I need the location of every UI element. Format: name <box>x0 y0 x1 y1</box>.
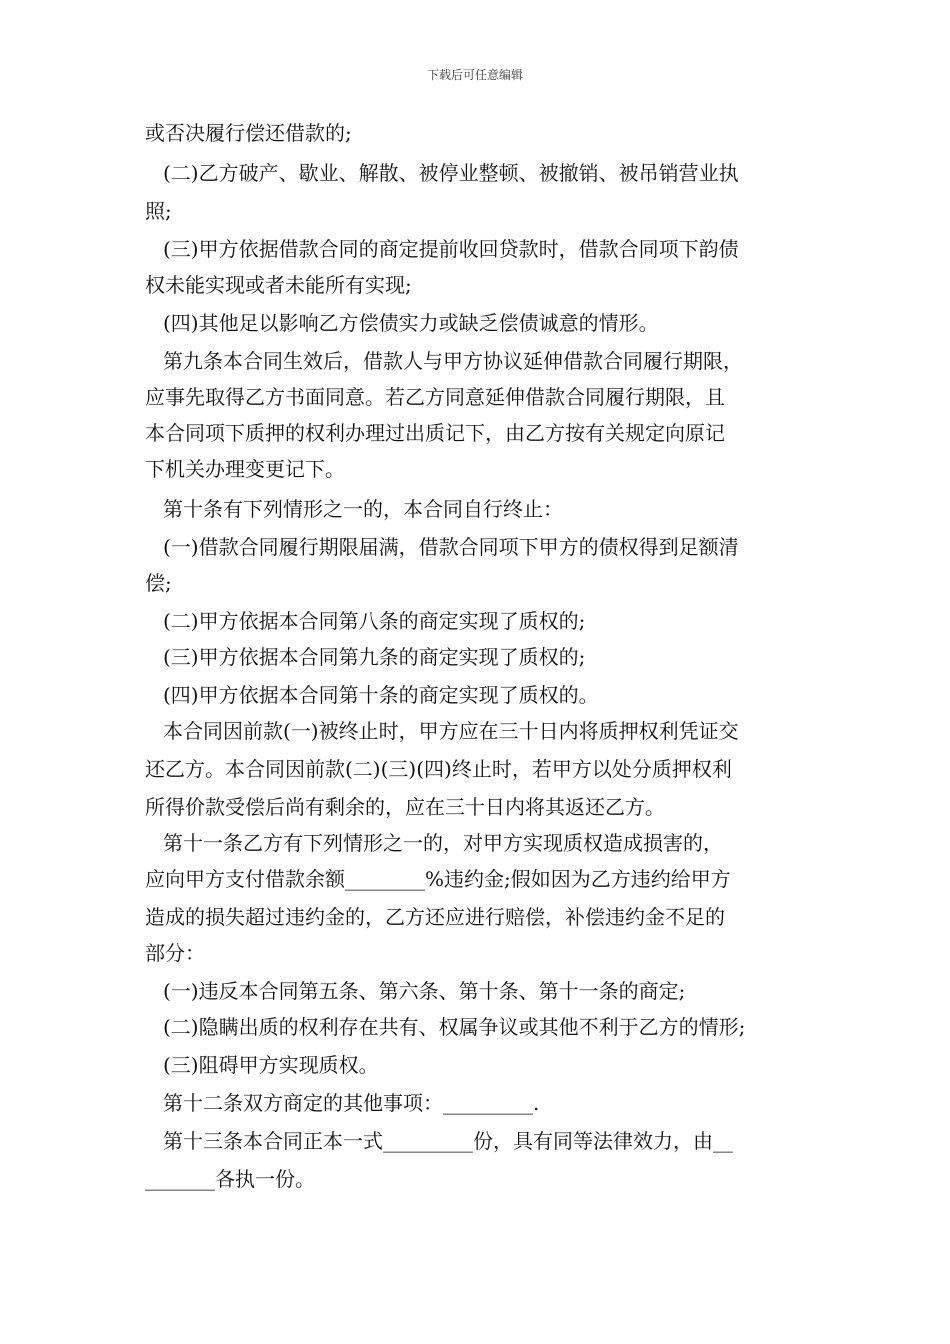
text-line: 第十条有下列情形之一的，本合同自行终止： <box>163 497 563 521</box>
text-line: 第十二条双方商定的其他事项：_________. <box>163 1091 540 1115</box>
text-line: 照; <box>145 199 172 223</box>
text-line: (二)隐瞒出质的权利存在共有、权属争议或其他不利于乙方的情形; <box>163 1015 746 1039</box>
text-line: 本合同项下质押的权利办理过出质记下，由乙方按有关规定向原记 <box>145 421 725 445</box>
text-line: 部分： <box>145 941 205 965</box>
text-line: 所得价款受偿后尚有剩余的，应在三十日内将其返还乙方。 <box>145 795 665 819</box>
text-line: 还乙方。本合同因前款(二)(三)(四)终止时，若甲方以处分质押权利 <box>145 757 732 781</box>
text-line: 偿; <box>145 571 172 595</box>
text-line: 本合同因前款(一)被终止时，甲方应在三十日内将质押权利凭证交 <box>163 719 739 743</box>
text-line: 下机关办理变更记下。 <box>145 457 345 481</box>
text-line: (二)乙方破产、歇业、解散、被停业整顿、被撤销、被吊销营业执 <box>163 161 739 185</box>
text-line: (四)甲方依据本合同第十条的商定实现了质权的。 <box>163 683 599 707</box>
text-line: _______各执一份。 <box>145 1167 315 1191</box>
text-line: (三)甲方依据本合同第九条的商定实现了质权的; <box>163 645 586 669</box>
page-header: 下载后可任意编辑 <box>426 68 523 82</box>
text-line: (二)甲方依据本合同第八条的商定实现了质权的; <box>163 609 586 633</box>
text-line: 第十一条乙方有下列情形之一的，对甲方实现质权造成损害的， <box>163 831 723 855</box>
text-line: 第九条本合同生效后，借款人与甲方协议延伸借款合同履行期限， <box>163 349 743 373</box>
text-line: 应事先取得乙方书面同意。若乙方同意延伸借款合同履行期限，且 <box>145 385 725 409</box>
text-line: 造成的损失超过违约金的，乙方还应进行赔偿，补偿违约金不足的 <box>145 905 725 929</box>
text-line: (一)借款合同履行期限届满，借款合同项下甲方的债权得到足额清 <box>163 535 739 559</box>
text-line: 第十三条本合同正本一式_________份，具有同等法律效力，由__ <box>163 1129 733 1153</box>
text-line: 应向甲方支付借款余额________%违约金;假如因为乙方违约给甲方 <box>145 867 731 891</box>
text-line: (一)违反本合同第五条、第六条、第十条、第十一条的商定; <box>163 979 686 1003</box>
text-line: 权未能实现或者未能所有实现; <box>145 273 412 297</box>
text-line: 或否决履行偿还借款的; <box>145 121 352 145</box>
text-line: (三)阻碍甲方实现质权。 <box>163 1053 379 1077</box>
text-line: (三)甲方依据借款合同的商定提前收回贷款时，借款合同项下韵债 <box>163 237 739 261</box>
text-line: (四)其他足以影响乙方偿债实力或缺乏偿债诚意的情形。 <box>163 311 659 335</box>
